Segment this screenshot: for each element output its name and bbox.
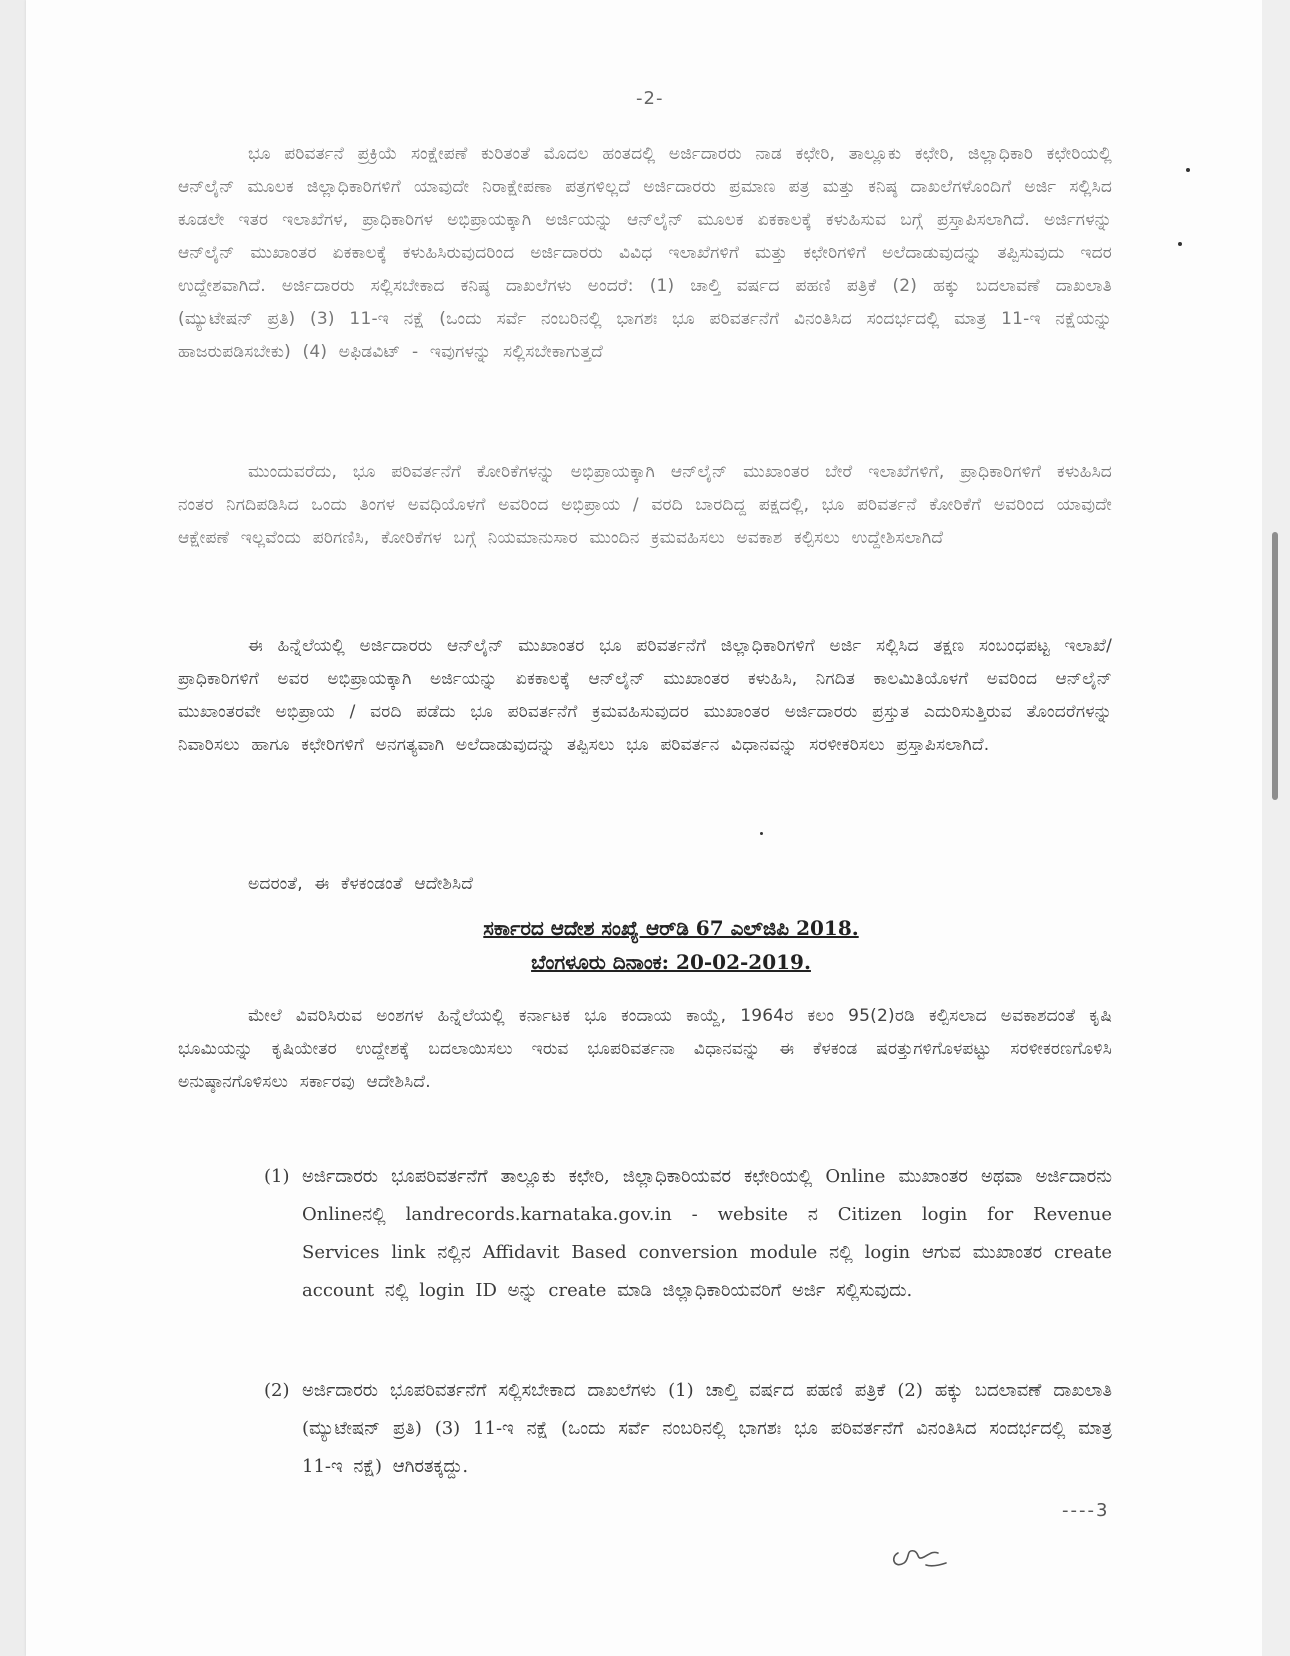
viewer-right-margin xyxy=(1262,0,1290,1656)
order-intro-line: ಅದರಂತೆ, ಈ ಕೆಳಕಂಡಂತೆ ಆದೇಶಿಸಿದೆ xyxy=(248,874,474,894)
order-item-1-number: (1) xyxy=(264,1166,290,1187)
order-number-title: ಸರ್ಕಾರದ ಆದೇಶ ಸಂಖ್ಯೆ ಆರ್‌ಡಿ 67 ಎಲ್‌ಜಿಪಿ 2018. xyxy=(483,916,859,940)
page-number: -2- xyxy=(636,88,664,109)
scan-speck xyxy=(1178,242,1182,246)
signature-initials xyxy=(886,1535,956,1575)
paragraph-2: ಮುಂದುವರೆದು, ಭೂ ಪರಿವರ್ತನೆಗೆ ಕೋರಿಕೆಗಳನ್ನು ಅಭಿಪ್ರಾಯಕ್ಕಾಗಿ ಆನ್‌ಲೈನ್ ಮುಖಾಂತರ ಬೇರೆ ಇಲಾಖೆಗಳಿಗೆ, ಪ್ರಾಧಿಕಾರಿಗಳಿಗೆ ಕಳುಹಿಸಿದ ನಂತರ ನಿಗದಿಪಡಿಸಿದ ಒಂದು ತಿಂಗಳ ಅವಧಿಯೊಳಗೆ ಅವರಿಂದ ಅಭಿಪ್ರಾಯ / ವರದಿ ಬಾರದಿದ್ದ ಪಕ್ಷದಲ್ಲಿ, ಭೂ ಪರಿವರ್ತನೆ ಕೋರಿಕೆಗೆ ಅವರಿಂದ ಯಾವುದೇ ಆಕ್ಷೇಪಣೆ ಇಲ್ಲವೆಂದು ಪರಿಗಣಿಸಿ, ಕೋರಿಕೆಗಳ ಬಗ್ಗೆ ನಿಯಮಾನುಸಾರ ಮುಂದಿನ ಕ್ರಮವಹಿಸಲು ಅವಕಾಶ ಕಲ್ಪಿಸಲು ಉದ್ದೇಶಿಸಲಾಗಿದೆ xyxy=(178,462,1112,548)
order-item-1-text: ಅರ್ಜಿದಾರರು ಭೂಪರಿವರ್ತನೆಗೆ ತಾಲ್ಲೂಕು ಕಛೇರಿ, ಜಿಲ್ಲಾಧಿಕಾರಿಯವರ ಕಛೇರಿಯಲ್ಲಿ Online ಮುಖಾಂತರ ಅಥವಾ ಅರ್ಜಿದಾರನು Onlineನಲ್ಲಿ landrecords.karnataka.gov.in - website ನ Citizen login for Revenue Services link ನಲ್ಲಿನ Affidavit Based conversion module ನಲ್ಲಿ login ಆಗುವ ಮುಖಾಂತರ create account ನಲ್ಲಿ login ID ಅನ್ನು create ಮಾಡಿ ಜಿಲ್ಲಾಧಿಕಾರಿಯವರಿಗೆ ಅರ್ಜಿ ಸಲ್ಲಿಸುವುದು. xyxy=(302,1166,1112,1301)
document-page xyxy=(26,0,1262,1656)
viewer-left-margin xyxy=(0,0,26,1656)
continuation-marker: ----3 xyxy=(1062,1500,1110,1521)
order-item-1 xyxy=(264,1158,1112,1310)
order-item-2-number: (2) xyxy=(264,1380,290,1401)
scan-speck xyxy=(760,832,763,835)
vertical-scrollbar-thumb[interactable] xyxy=(1272,532,1278,800)
order-item-2 xyxy=(264,1372,1112,1486)
order-place-date: ಬೆಂಗಳೂರು ದಿನಾಂಕ: 20-02-2019. xyxy=(531,950,811,974)
paragraph-3: ಈ ಹಿನ್ನೆಲೆಯಲ್ಲಿ ಅರ್ಜಿದಾರರು ಆನ್‌ಲೈನ್ ಮುಖಾಂತರ ಭೂ ಪರಿವರ್ತನೆಗೆ ಜಿಲ್ಲಾಧಿಕಾರಿಗಳಿಗೆ ಅರ್ಜಿ ಸಲ್ಲಿಸಿದ ತಕ್ಷಣ ಸಂಬಂಧಪಟ್ಟ ಇಲಾಖೆ/ಪ್ರಾಧಿಕಾರಿಗಳಿಗೆ ಅವರ ಅಭಿಪ್ರಾಯಕ್ಕಾಗಿ ಅರ್ಜಿಯನ್ನು ಏಕಕಾಲಕ್ಕೆ ಆನ್‌ಲೈನ್ ಮುಖಾಂತರ ಕಳುಹಿಸಿ, ನಿಗದಿತ ಕಾಲಮಿತಿಯೊಳಗೆ ಅವರಿಂದ ಆನ್‌ಲೈನ್ ಮುಖಾಂತರವೇ ಅಭಿಪ್ರಾಯ / ವರದಿ ಪಡೆದು ಭೂ ಪರಿವರ್ತನೆಗೆ ಕ್ರಮವಹಿಸುವುದರ ಮುಖಾಂತರ ಅರ್ಜಿದಾರರು ಪ್ರಸ್ತುತ ಎದುರಿಸುತ್ತಿರುವ ತೊಂದರೆಗಳನ್ನು ನಿವಾರಿಸಲು ಹಾಗೂ ಕಛೇರಿಗಳಿಗೆ ಅನಗತ್ಯವಾಗಿ ಅಲೆದಾಡುವುದನ್ನು ತಪ್ಪಿಸಲು ಭೂ ಪರಿವರ್ತನ ವಿಧಾನವನ್ನು ಸರಳೀಕರಿಸಲು ಪ್ರಸ್ತಾಪಿಸಲಾಗಿದೆ. xyxy=(178,636,1112,755)
order-item-2-text: ಅರ್ಜಿದಾರರು ಭೂಪರಿವರ್ತನೆಗೆ ಸಲ್ಲಿಸಬೇಕಾದ ದಾಖಲೆಗಳು (1) ಚಾಲ್ತಿ ವರ್ಷದ ಪಹಣಿ ಪತ್ರಿಕೆ (2) ಹಕ್ಕು ಬದಲಾವಣೆ ದಾಖಲಾತಿ (ಮ್ಯುಟೇಷನ್ ಪ್ರತಿ) (3) 11-ಇ ನಕ್ಷೆ (ಒಂದು ಸರ್ವೆ ನಂಬರಿನಲ್ಲಿ ಭಾಗಶಃ ಭೂ ಪರಿವರ್ತನೆಗೆ ವಿನಂತಿಸಿದ ಸಂದರ್ಭದಲ್ಲಿ ಮಾತ್ರ 11-ಇ ನಕ್ಷೆ) ಆಗಿರತಕ್ಕದ್ದು. xyxy=(302,1380,1112,1477)
scan-speck xyxy=(1186,168,1190,172)
paragraph-4: ಮೇಲೆ ವಿವರಿಸಿರುವ ಅಂಶಗಳ ಹಿನ್ನೆಲೆಯಲ್ಲಿ ಕರ್ನಾಟಕ ಭೂ ಕಂದಾಯ ಕಾಯ್ದೆ, 1964ರ ಕಲಂ 95(2)ರಡಿ ಕಲ್ಪಿಸಲಾದ ಅವಕಾಶದಂತೆ ಕೃಷಿ ಭೂಮಿಯನ್ನು ಕೃಷಿಯೇತರ ಉದ್ದೇಶಕ್ಕೆ ಬದಲಾಯಿಸಲು ಇರುವ ಭೂಪರಿವರ್ತನಾ ವಿಧಾನವನ್ನು ಈ ಕೆಳಕಂಡ ಷರತ್ತುಗಳಿಗೊಳಪಟ್ಟು ಸರಳೀಕರಣಗೊಳಿಸಿ ಅನುಷ್ಠಾನಗೊಳಿಸಲು ಸರ್ಕಾರವು ಆದೇಶಿಸಿದೆ. xyxy=(178,1006,1112,1092)
paragraph-1: ಭೂ ಪರಿವರ್ತನೆ ಪ್ರಕ್ರಿಯೆ ಸಂಕ್ಷೇಪಣೆ ಕುರಿತಂತೆ ಮೊದಲ ಹಂತದಲ್ಲಿ ಅರ್ಜಿದಾರರು ನಾಡ ಕಛೇರಿ, ತಾಲ್ಲೂಕು ಕಛೇರಿ, ಜಿಲ್ಲಾಧಿಕಾರಿ ಕಛೇರಿಯಲ್ಲಿ ಆನ್‌ಲೈನ್ ಮೂಲಕ ಜಿಲ್ಲಾಧಿಕಾರಿಗಳಿಗೆ ಯಾವುದೇ ನಿರಾಕ್ಷೇಪಣಾ ಪತ್ರಗಳಿಲ್ಲದೆ ಅರ್ಜಿದಾರರು ಪ್ರಮಾಣ ಪತ್ರ ಮತ್ತು ಕನಿಷ್ಠ ದಾಖಲೆಗಳೊಂದಿಗೆ ಅರ್ಜಿ ಸಲ್ಲಿಸಿದ ಕೂಡಲೇ ಇತರ ಇಲಾಖೆಗಳ, ಪ್ರಾಧಿಕಾರಿಗಳ ಅಭಿಪ್ರಾಯಕ್ಕಾಗಿ ಅರ್ಜಿಯನ್ನು ಆನ್‌ಲೈನ್ ಮೂಲಕ ಏಕಕಾಲಕ್ಕೆ ಕಳುಹಿಸುವ ಬಗ್ಗೆ ಪ್ರಸ್ತಾಪಿಸಲಾಗಿದೆ. ಅರ್ಜಿಗಳನ್ನು ಆನ್‌ಲೈನ್ ಮುಖಾಂತರ ಏಕಕಾಲಕ್ಕೆ ಕಳುಹಿಸಿರುವುದರಿಂದ ಅರ್ಜಿದಾರರು ವಿವಿಧ ಇಲಾಖೆಗಳಿಗೆ ಮತ್ತು ಕಛೇರಿಗಳಿಗೆ ಅಲೆದಾಡುವುದನ್ನು ತಪ್ಪಿಸುವುದು ಇದರ ಉದ್ದೇಶವಾಗಿದೆ. ಅರ್ಜಿದಾರರು ಸಲ್ಲಿಸಬೇಕಾದ ಕನಿಷ್ಠ ದಾಖಲೆಗಳು ಅಂದರೆ: (1) ಚಾಲ್ತಿ ವರ್ಷದ ಪಹಣಿ ಪತ್ರಿಕೆ (2) ಹಕ್ಕು ಬದಲಾವಣೆ ದಾಖಲಾತಿ (ಮ್ಯುಟೇಷನ್ ಪ್ರತಿ) (3) 11-ಇ ನಕ್ಷೆ (ಒಂದು ಸರ್ವೆ ನಂಬರಿನಲ್ಲಿ ಭಾಗಶಃ ಭೂ ಪರಿವರ್ತನೆಗೆ ವಿನಂತಿಸಿದ ಸಂದರ್ಭದಲ್ಲಿ ಮಾತ್ರ 11-ಇ ನಕ್ಷೆಯನ್ನು ಹಾಜರುಪಡಿಸಬೇಕು) (4) ಅಫಿಡವಿಟ್ - ಇವುಗಳನ್ನು ಸಲ್ಲಿಸಬೇಕಾಗುತ್ತದೆ xyxy=(178,144,1112,362)
